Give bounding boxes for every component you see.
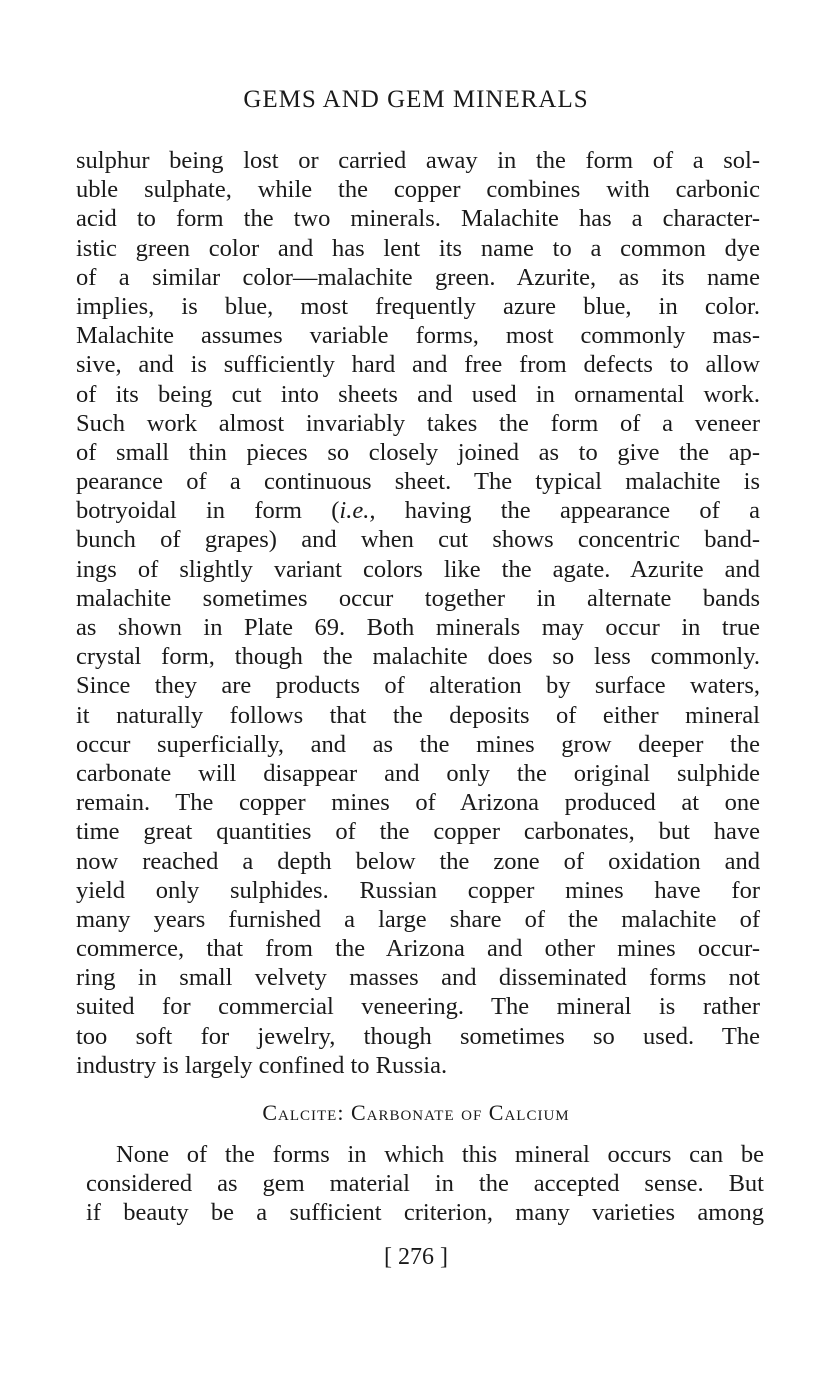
- text-line: uble sulphate, while the copper combines with carbonic: [76, 176, 760, 204]
- section-heading: Calcite: Carbonate of Calcium: [262, 1100, 570, 1125]
- text-line: ings of slightly variant colors like the agate. Azurite and: [76, 555, 760, 583]
- text-line: remain. The copper mines of Arizona produced at one: [76, 789, 760, 817]
- text-line: carbonate will disappear and only the original sulphide: [76, 759, 760, 787]
- text-line: istic green color and has lent its name to a common dye: [76, 234, 760, 262]
- text-line: implies, is blue, most frequently azure blue, in color.: [76, 292, 760, 320]
- text-line: pearance of a continuous sheet. The typical malachite is: [76, 468, 760, 496]
- text-line: considered as gem material in the accepted sense. But: [86, 1170, 764, 1198]
- text-line: Since they are products of alteration by surface waters,: [76, 672, 760, 700]
- text-line: ring in small velvety masses and disseminated forms not: [76, 964, 760, 992]
- text-line: many years furnished a large share of the malachite of: [76, 905, 760, 933]
- text-line: commerce, that from the Arizona and other mines occur-: [76, 935, 760, 963]
- text-line: yield only sulphides. Russian copper mines have for: [76, 876, 760, 904]
- text-line: None of the forms in which this mineral occurs can be: [116, 1141, 764, 1168]
- text-line: of a similar color—malachite green. Azurite, as its name: [76, 263, 760, 291]
- text-line: too soft for jewelry, though sometimes so used. The: [76, 1022, 760, 1050]
- page-title: GEMS AND GEM MINERALS: [243, 86, 589, 113]
- paragraph-body: [76, 146, 760, 1080]
- text-line: sive, and is sufficiently hard and free from defects to allow: [76, 351, 760, 379]
- text-line: crystal form, though the malachite does so less commonly.: [76, 643, 760, 671]
- text-line: industry is largely confined to Russia.: [76, 1051, 448, 1079]
- text-line: it naturally follows that the deposits of either mineral: [76, 701, 760, 729]
- text-line: Malachite assumes variable forms, most commonly mas-: [76, 322, 760, 350]
- text-line: now reached a depth below the zone of oxidation and: [76, 847, 760, 875]
- text-line: time great quantities of the copper carbonates, but have: [76, 818, 760, 846]
- text-line: acid to form the two minerals. Malachite has a character-: [76, 205, 760, 233]
- text-line: of small thin pieces so closely joined as to give the ap-: [76, 438, 760, 466]
- text-line: occur superficially, and as the mines grow deeper the: [76, 730, 760, 758]
- text-line: sulphur being lost or carried away in the form of a sol-: [76, 147, 760, 174]
- text-line: botryoidal in form (i.e., having the appearance of a: [76, 497, 760, 525]
- page-number: [ 276 ]: [384, 1244, 448, 1270]
- paragraph-body-2: [86, 1140, 764, 1228]
- text-line: suited for commercial veneering. The mineral is rather: [76, 993, 760, 1021]
- text-line: as shown in Plate 69. Both minerals may occur in true: [76, 614, 760, 641]
- text-line: bunch of grapes) and when cut shows concentric band-: [76, 526, 760, 554]
- text-line: malachite sometimes occur together in alternate bands: [76, 584, 760, 612]
- text-line: of its being cut into sheets and used in ornamental work.: [76, 380, 760, 408]
- text-line: Such work almost invariably takes the form of a veneer: [76, 409, 760, 437]
- text-line: if beauty be a sufficient criterion, many varieties among: [86, 1199, 764, 1227]
